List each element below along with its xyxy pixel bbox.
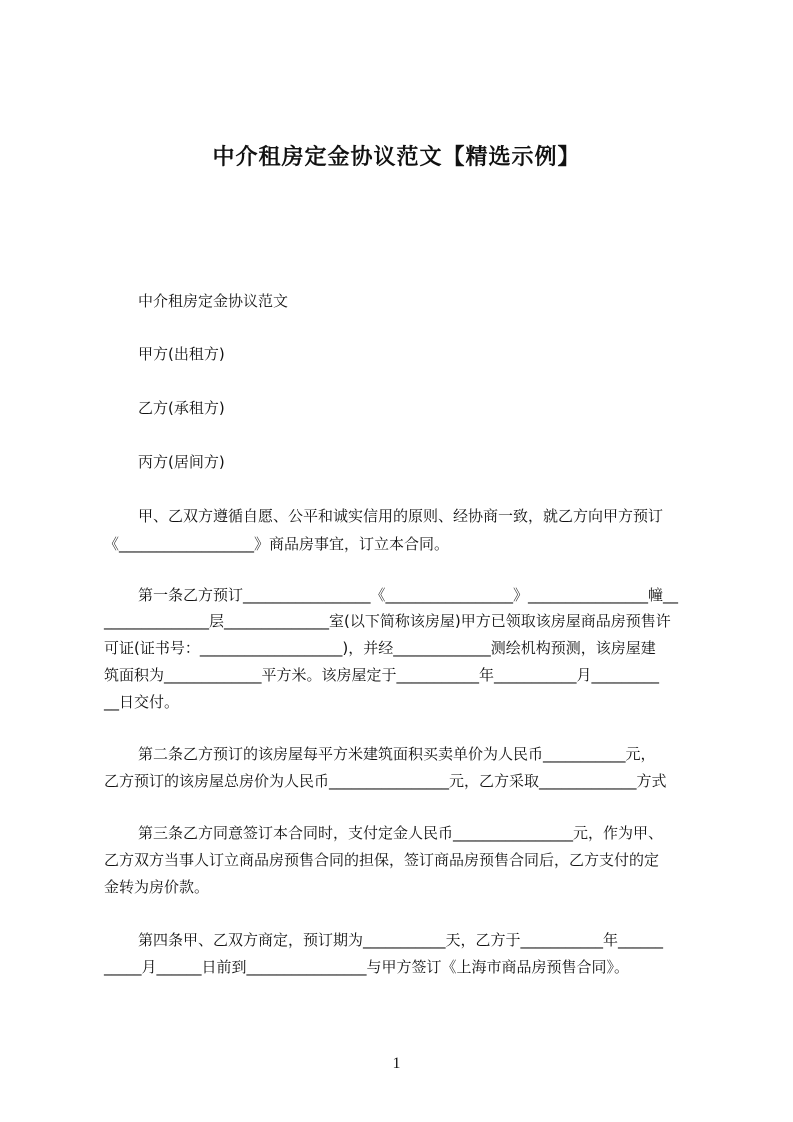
party-c: 丙方(居间方) xyxy=(138,453,225,471)
page-number: 1 xyxy=(392,1055,401,1072)
intro-line-1: 甲、乙双方遵循自愿、公平和诚实信用的原则、经协商一致，就乙方向甲方预订 xyxy=(138,507,664,525)
article-3-line-1: 第三条乙方同意签订本合同时，支付定金人民币________________元，作为甲、 xyxy=(138,824,664,842)
article-1-line-5: __日交付。 xyxy=(104,693,180,711)
article-2-line-2: 乙方预订的该房屋总房价为人民币________________元，乙方采取_____________方式 xyxy=(104,772,667,790)
article-1-line-2: ______________层______________室(以下简称该房屋)甲方已领取该房屋商品房预售许 xyxy=(104,612,671,630)
article-1-line-1: 第一条乙方预订_________________《_________________》________________幢__ xyxy=(138,586,679,604)
document-title: 中介租房定金协议范文【精选示例】 xyxy=(212,145,581,170)
article-1-line-3: 可证(证书号：___________________)，并经_____________测绘机构预测，该房屋建 xyxy=(104,639,656,657)
article-3-line-2: 乙方双方当事人订立商品房预售合同的担保，签订商品房预售合同后，乙方支付的定 xyxy=(104,851,660,869)
intro-line-2: 《__________________》商品房事宜，订立本合同。 xyxy=(104,535,450,553)
subtitle: 中介租房定金协议范文 xyxy=(138,292,289,310)
article-3-line-3: 金转为房价款。 xyxy=(104,878,210,896)
party-b: 乙方(承租方) xyxy=(138,399,225,417)
article-1-line-4: 筑面积为_____________平方米。该房屋定于___________年___________月_________ xyxy=(104,666,660,684)
article-4-line-2: _____月______日前到________________与甲方签订《上海市商品房预售合同》。 xyxy=(104,958,630,976)
article-4-line-1: 第四条甲、乙双方商定，预订期为___________天，乙方于___________年______ xyxy=(138,931,664,949)
party-a: 甲方(出租方) xyxy=(138,345,225,363)
article-2-line-1: 第二条乙方预订的该房屋每平方米建筑面积买卖单价为人民币___________元， xyxy=(138,745,656,763)
